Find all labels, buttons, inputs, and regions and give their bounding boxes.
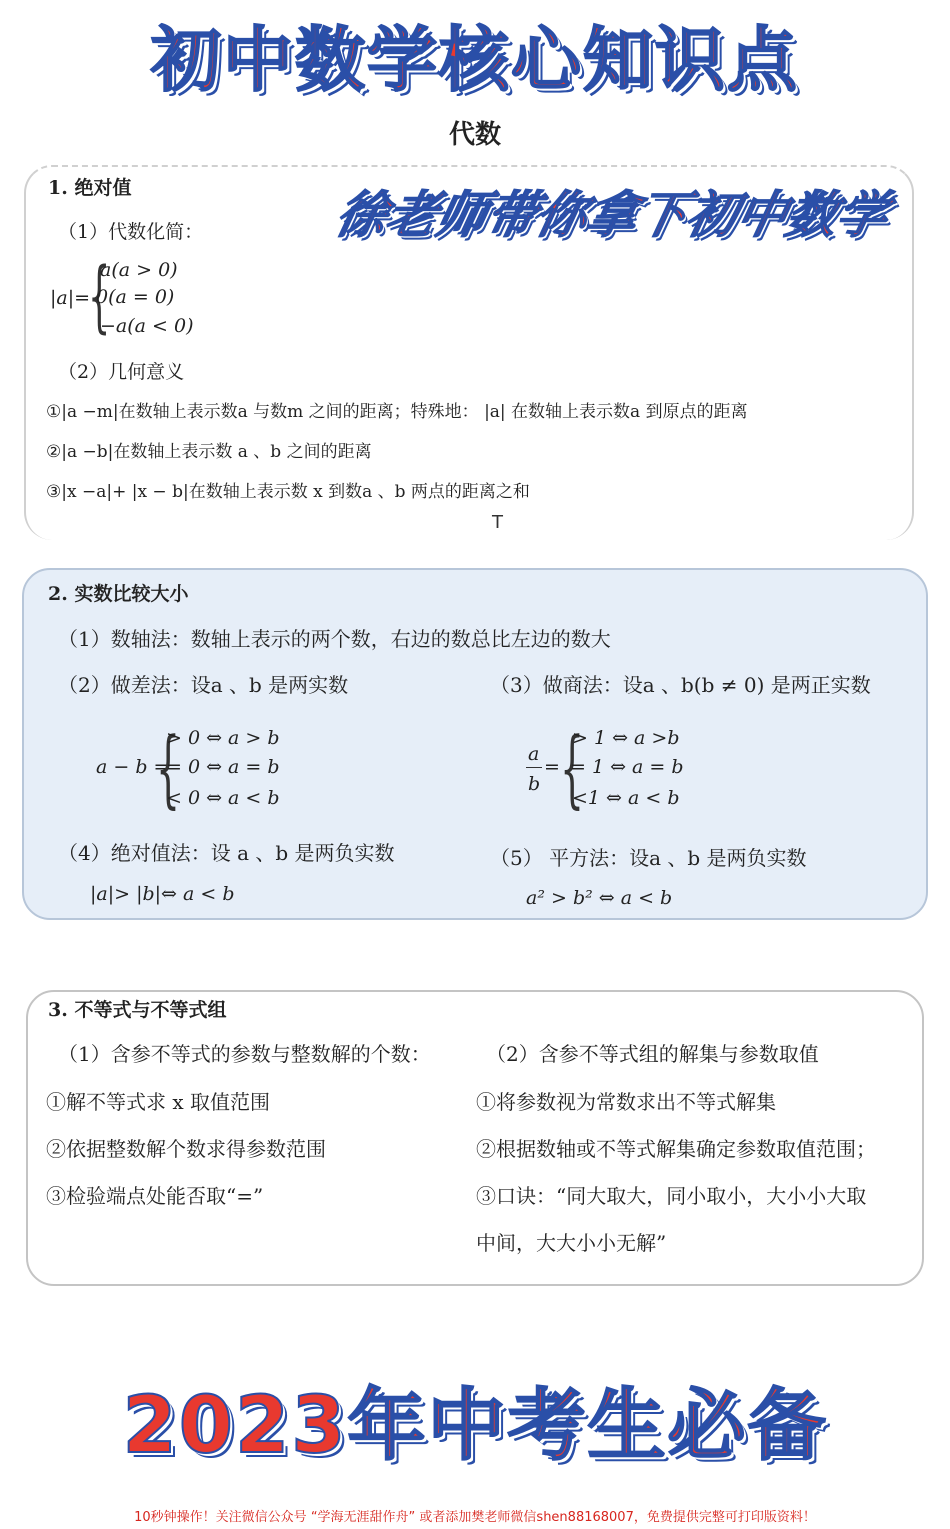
teacher-signature-banner: 徐老师带你拿下初中数学 <box>330 185 894 244</box>
inequality-left-title: （1）含参不等式的参数与整数解的个数： <box>58 1042 431 1066</box>
main-title: 初中数学核心知识点 <box>151 19 799 101</box>
text-cursor-icon: T <box>492 512 503 533</box>
fraction-bar <box>526 767 542 768</box>
difference-lhs: a − b = <box>96 756 170 778</box>
difference-brace-icon: { <box>156 719 181 817</box>
difference-case-2: = 0 ⇔ a = b <box>166 756 280 778</box>
difference-case-1: > 0 ⇔ a > b <box>166 727 280 749</box>
section1-sub1: （1）代数化简： <box>58 221 204 243</box>
left-brace-icon: { <box>88 252 111 342</box>
geometry-item-3: ③|x −a|+ |x − b|在数轴上表示数 x 到数a 、b 两点的距离之和 <box>46 482 530 502</box>
compare-method-4: （4）绝对值法：设 a 、b 是两负实数 <box>58 841 395 865</box>
section3-heading: 3. 不等式与不等式组 <box>48 999 227 1021</box>
compare-method-2: （2）做差法：设a 、b 是两实数 <box>58 673 349 697</box>
quotient-numerator: a <box>528 743 540 765</box>
quotient-equals: = <box>544 756 560 778</box>
inequality-left-item-3: ③检验端点处能否取“=” <box>46 1184 264 1208</box>
abs-case-positive: a(a > 0) <box>100 259 178 281</box>
quotient-brace-icon: { <box>560 719 585 817</box>
section2-heading: 2. 实数比较大小 <box>48 583 189 605</box>
exam-banner-title: 2023年中考生必备 <box>122 1381 828 1471</box>
page-subtitle: 代数 <box>448 120 501 150</box>
inequality-right-item-2: ②根据数轴或不等式解集确定参数取值范围； <box>476 1137 876 1161</box>
inequality-left-item-2: ②依据整数解个数求得参数范围 <box>46 1137 326 1161</box>
inequality-right-item-4: 中间，大大小小无解” <box>476 1231 667 1255</box>
abs-case-zero: 0(a = 0) <box>96 286 175 308</box>
geometry-item-2: ②|a −b|在数轴上表示数 a 、b 之间的距离 <box>46 442 372 462</box>
inequality-right-title: （2）含参不等式组的解集与参数取值 <box>486 1042 819 1066</box>
footer-note: 10秒钟操作！关注微信公众号 “学海无涯甜作舟” 或者添加樊老师微信shen88168007，免费提供完整可打印版资料！ <box>134 1510 816 1525</box>
compare-method-5: （5） 平方法：设a 、b 是两负实数 <box>490 846 807 870</box>
compare-method-1: （1）数轴法：数轴上表示的两个数，右边的数总比左边的数大 <box>58 627 611 651</box>
quotient-case-2: = 1 ⇔ a = b <box>570 756 684 778</box>
inequality-right-item-1: ①将参数视为常数求出不等式解集 <box>476 1090 776 1114</box>
square-formula: a² > b² ⇔ a < b <box>526 887 673 909</box>
abs-case-negative: −a(a < 0) <box>100 315 194 337</box>
quotient-denominator: b <box>528 773 541 795</box>
inequality-right-item-3: ③口诀：“同大取大，同小取小，大小小大取 <box>476 1184 867 1208</box>
absolute-value-formula: |a|> |b|⇔ a < b <box>90 883 235 905</box>
geometry-item-1: ①|a −m|在数轴上表示数a 与数m 之间的距离；特殊地： |a| 在数轴上表示数a 到原点的距离 <box>46 402 748 422</box>
compare-method-3: （3）做商法：设a 、b(b ≠ 0) 是两正实数 <box>490 673 871 697</box>
difference-case-3: < 0 ⇔ a < b <box>166 787 280 809</box>
quotient-case-3: <1 ⇔ a < b <box>572 787 680 809</box>
quotient-case-1: > 1 ⇔ a >b <box>572 727 680 749</box>
section1-sub2: （2）几何意义 <box>58 361 185 383</box>
abs-lhs: |a|= <box>50 287 91 309</box>
section1-heading: 1. 绝对值 <box>48 177 132 199</box>
inequality-left-item-1: ①解不等式求 x 取值范围 <box>46 1090 270 1114</box>
